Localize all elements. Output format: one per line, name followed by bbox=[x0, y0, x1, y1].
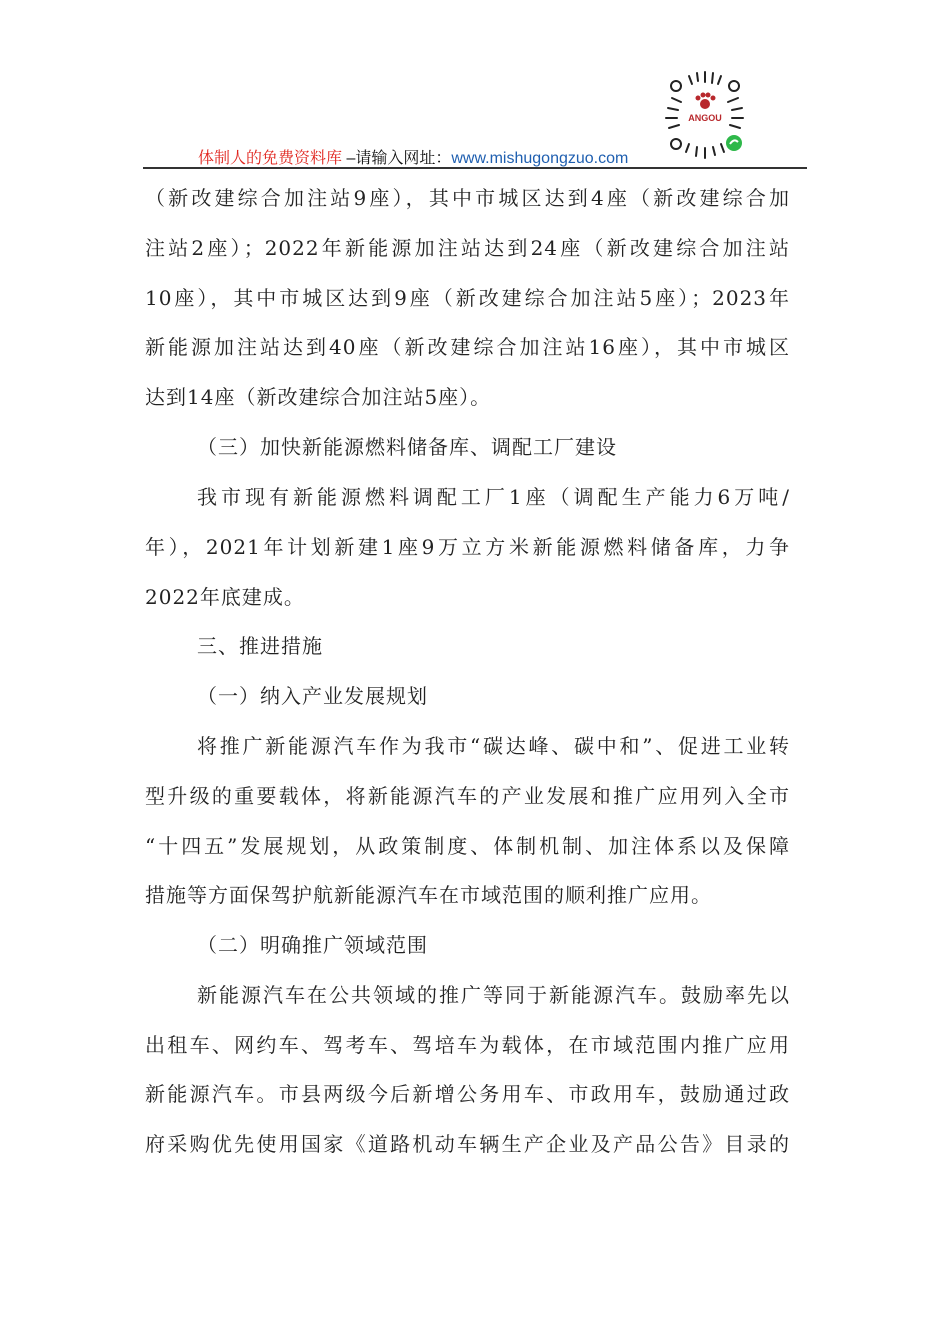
body-line: 出租车、网约车、驾考车、驾培车为载体，在市域范围内推广应用 bbox=[145, 1033, 790, 1057]
body-line: 将推广新能源汽车作为我市“碳达峰、碳中和”、促进工业转 bbox=[197, 734, 790, 758]
body-line: 新能源加注站达到40座（新改建综合加注站16座），其中市城区 bbox=[145, 335, 790, 359]
body-line: 2022年底建成。 bbox=[145, 585, 305, 609]
section-subheading: （一）纳入产业发展规划 bbox=[197, 684, 428, 708]
body-line: 10座），其中市城区达到9座（新改建综合加注站5座）；2023年 bbox=[145, 286, 790, 310]
body-line: 达到14座（新改建综合加注站5座）。 bbox=[145, 385, 492, 409]
header-divider bbox=[143, 167, 807, 169]
body-line: 新能源汽车。市县两级今后新增公务用车、市政用车，鼓励通过政 bbox=[145, 1082, 790, 1106]
site-name: 体制人的免费资料库 bbox=[198, 150, 343, 167]
url-prompt: –请输入网址： bbox=[342, 150, 452, 167]
body-line: 注站2座）；2022年新能源加注站达到24座（新改建综合加注站 bbox=[145, 236, 790, 260]
body-line: “十四五”发展规划，从政策制度、体制机制、加注体系以及保障 bbox=[145, 834, 790, 858]
section-subheading: （二）明确推广领域范围 bbox=[197, 933, 428, 957]
body-line: 新能源汽车在公共领域的推广等同于新能源汽车。鼓励率先以 bbox=[197, 983, 790, 1007]
body-line: 型升级的重要载体，将新能源汽车的产业发展和推广应用列入全市 bbox=[145, 784, 790, 808]
body-line: 我市现有新能源燃料调配工厂1座（调配生产能力6万吨/ bbox=[197, 485, 790, 509]
body-line: （新改建综合加注站9座），其中市城区达到4座（新改建综合加 bbox=[145, 186, 790, 210]
body-line: 年），2021年计划新建1座9万立方米新能源燃料储备库，力争 bbox=[145, 535, 790, 559]
body-line: 措施等方面保驾护航新能源汽车在市域范围的顺利推广应用。 bbox=[145, 883, 712, 907]
section-subheading: （三）加快新能源燃料储备库、调配工厂建设 bbox=[197, 435, 617, 459]
qr-code-logo bbox=[658, 68, 752, 162]
svg-text:ANGOU: ANGOU bbox=[688, 113, 722, 123]
watermark-header bbox=[198, 145, 628, 168]
section-heading: 三、推进措施 bbox=[197, 634, 323, 658]
body-line: 府采购优先使用国家《道路机动车辆生产企业及产品公告》目录的 bbox=[145, 1132, 790, 1156]
site-url[interactable]: www.mishugongzuo.com bbox=[451, 150, 629, 167]
